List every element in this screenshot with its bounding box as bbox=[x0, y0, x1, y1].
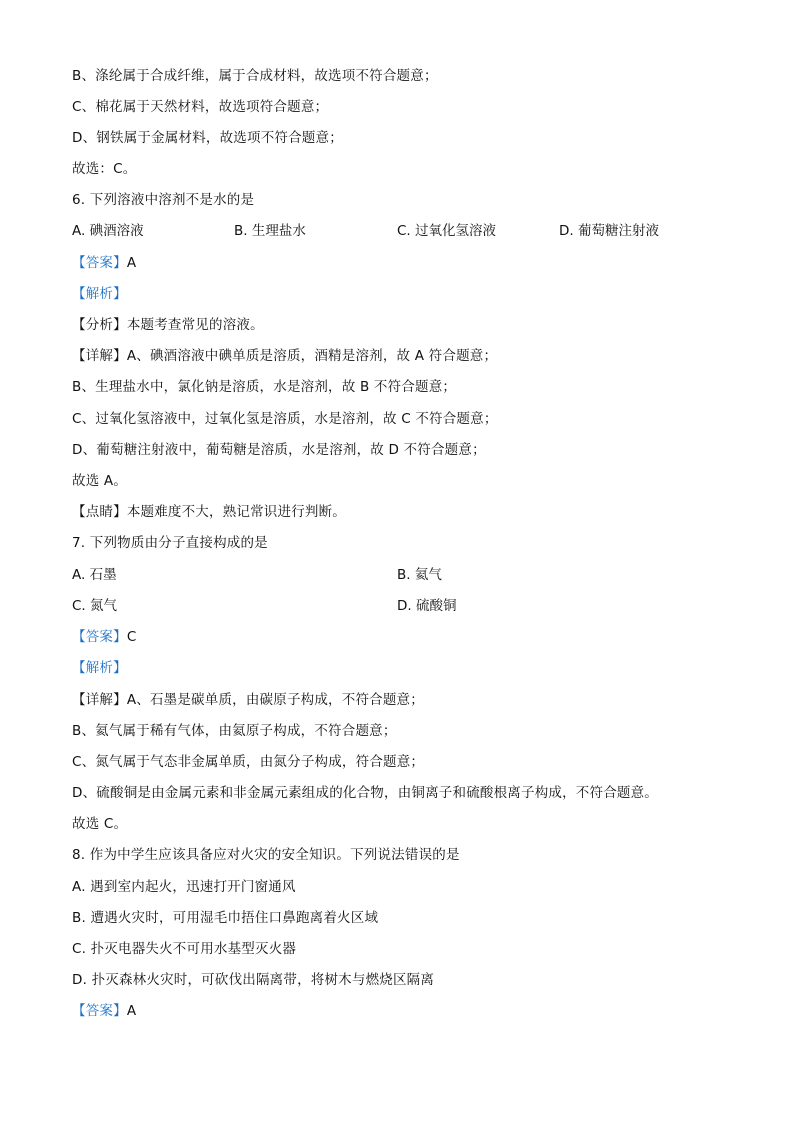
q6-dianjing bbox=[72, 502, 346, 522]
q6-detail-a bbox=[72, 346, 497, 366]
q8-answer-value: A bbox=[126, 1003, 137, 1019]
answer-tag: 【答案】 bbox=[72, 1003, 127, 1019]
q6-detail-d: D、葡萄糖注射液中，葡萄糖是溶质，水是溶剂，故 D 不符合题意； bbox=[72, 442, 486, 458]
prev-explanation-b: B、涤纶属于合成纤维，属于合成材料，故选项不符合题意； bbox=[72, 68, 438, 84]
q6-option-d: D. 葡萄糖注射液 bbox=[559, 223, 659, 239]
q7-detail-c: C、氮气属于气态非金属单质，由氮分子构成，符合题意； bbox=[72, 754, 425, 770]
q7-analysis-heading bbox=[72, 658, 127, 678]
q7-detail-b: B、氦气属于稀有气体，由氦原子构成，不符合题意； bbox=[72, 723, 397, 739]
q6-answer-value: A bbox=[126, 255, 137, 271]
q8-answer bbox=[72, 1001, 136, 1021]
prev-choice: 故选：C。 bbox=[72, 161, 137, 177]
q6-detail-a-text: A、碘酒溶液中碘单质是溶质，酒精是溶剂，故 A 符合题意； bbox=[126, 348, 498, 364]
answer-tag: 【答案】 bbox=[72, 629, 127, 645]
q8-option-c: C. 扑灭电器失火不可用水基型灭火器 bbox=[72, 941, 297, 957]
q7-detail-a bbox=[72, 690, 424, 710]
answer-tag: 【答案】 bbox=[72, 255, 127, 271]
q7-option-d: D. 硫酸铜 bbox=[397, 598, 457, 614]
q8-stem: 8. 作为中学生应该具备应对火灾的安全知识。下列说法错误的是 bbox=[72, 847, 460, 863]
q6-detail-c: C、过氧化氢溶液中，过氧化氢是溶质，水是溶剂，故 C 不符合题意； bbox=[72, 411, 498, 427]
q8-option-a: A. 遇到室内起火，迅速打开门窗通风 bbox=[72, 879, 296, 895]
dianjing-tag: 【点睛】 bbox=[72, 504, 127, 520]
q6-option-a: A. 碘酒溶液 bbox=[72, 223, 144, 239]
q6-detail-b: B、生理盐水中，氯化钠是溶质，水是溶剂，故 B 不符合题意； bbox=[72, 379, 457, 395]
q6-option-c: C. 过氧化氢溶液 bbox=[397, 223, 497, 239]
q7-option-c: C. 氮气 bbox=[72, 598, 118, 614]
q7-answer-value: C bbox=[126, 629, 137, 645]
analysis-tag: 【解析】 bbox=[72, 286, 127, 302]
q6-fenxi bbox=[72, 315, 264, 335]
q6-dianjing-text: 本题难度不大，熟记常识进行判断。 bbox=[126, 504, 347, 520]
q7-answer bbox=[72, 627, 136, 647]
q7-detail-d: D、硫酸铜是由金属元素和非金属元素组成的化合物，由铜离子和硫酸根离子构成，不符合题意。 bbox=[72, 785, 658, 801]
q6-stem: 6. 下列溶液中溶剂不是水的是 bbox=[72, 192, 255, 208]
q6-option-b: B. 生理盐水 bbox=[234, 223, 306, 239]
q6-analysis-heading bbox=[72, 284, 127, 304]
q6-answer bbox=[72, 253, 136, 273]
q7-choice: 故选 C。 bbox=[72, 816, 128, 832]
prev-explanation-c: C、棉花属于天然材料，故选项符合题意； bbox=[72, 99, 329, 115]
fenxi-tag: 【分析】 bbox=[72, 317, 127, 333]
detail-tag: 【详解】 bbox=[72, 348, 127, 364]
q7-detail-a-text: A、石墨是碳单质，由碳原子构成，不符合题意； bbox=[126, 692, 424, 708]
q6-fenxi-text: 本题考查常见的溶液。 bbox=[126, 317, 264, 333]
q8-option-b: B. 遭遇火灾时，可用湿毛巾捂住口鼻跑离着火区域 bbox=[72, 910, 379, 926]
q6-choice: 故选 A。 bbox=[72, 473, 128, 489]
q7-stem: 7. 下列物质由分子直接构成的是 bbox=[72, 535, 268, 551]
q7-option-a: A. 石墨 bbox=[72, 567, 117, 583]
detail-tag: 【详解】 bbox=[72, 692, 127, 708]
prev-explanation-d: D、钢铁属于金属材料，故选项不符合题意； bbox=[72, 130, 343, 146]
q7-option-b: B. 氦气 bbox=[397, 567, 442, 583]
q8-option-d: D. 扑灭森林火灾时，可砍伐出隔离带，将树木与燃烧区隔离 bbox=[72, 972, 435, 988]
analysis-tag: 【解析】 bbox=[72, 660, 127, 676]
